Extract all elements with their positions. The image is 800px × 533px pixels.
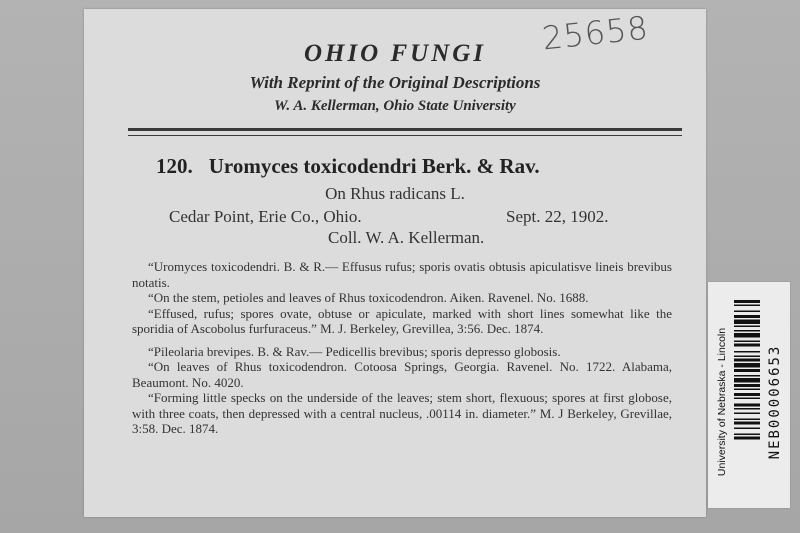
barcode-bar bbox=[734, 315, 760, 318]
barcode-bar bbox=[734, 434, 760, 436]
description-paragraph: “Pileolaria brevipes. B. & Rav.— Pedicellis brevibus; sporis depresso globosis. bbox=[148, 343, 561, 359]
barcode-bar bbox=[734, 384, 760, 387]
barcode-bar bbox=[734, 437, 760, 440]
specimen-number: 120. bbox=[156, 154, 193, 178]
collector: Coll. W. A. Kellerman. bbox=[328, 228, 485, 247]
barcode-bar bbox=[734, 393, 760, 396]
barcode-bar bbox=[734, 363, 760, 368]
barcode-bar bbox=[734, 398, 760, 400]
description-paragraph: “Forming little specks on the underside of the leaves; stem short, flexuous; spores at first globose, with three coats, then depressed with a central nucleus, .00114 in. diameter.” M. J Berkeley, Grevillae, 3:58. Dec. 1874. bbox=[132, 390, 672, 436]
barcode-bar bbox=[734, 320, 760, 325]
description-paragraph: “On leaves of Rhus toxicodendron. Cotoosa Springs, Georgia. Ravenel. No. 1722. Alabama, Beaumont. No. 4020. bbox=[132, 359, 672, 390]
description-paragraph: “Effused, rufus; spores ovate, obtuse or apiculate, marked with short lines somewhat like the sporidia of Ascobolus furfuraceus.” M. J. Berkeley, Grevillea, 3:56. Dec. 1874. bbox=[132, 305, 672, 336]
barcode-bar bbox=[734, 375, 760, 377]
barcode-bar bbox=[734, 378, 760, 383]
barcode-bar bbox=[734, 351, 760, 353]
species-name: Uromyces toxicodendri Berk. & Rav. bbox=[208, 154, 540, 178]
divider-thick bbox=[128, 128, 682, 131]
barcode-bar bbox=[734, 326, 760, 328]
description-paragraph: “Uromyces toxicodendri. B. & R.— Effusus rufus; sporis ovatis obtusis apiculatisve lineis brevibus notatis. bbox=[132, 259, 672, 290]
barcode-number: NEB00006653 bbox=[767, 344, 783, 460]
barcode-bar bbox=[734, 341, 760, 343]
species-heading bbox=[156, 154, 540, 179]
barcode-bar bbox=[734, 359, 760, 362]
label-subtitle: With Reprint of the Original Descriptions bbox=[249, 73, 541, 92]
barcode-bar bbox=[734, 419, 760, 421]
barcode-bar bbox=[734, 413, 760, 415]
barcode-bar bbox=[734, 311, 760, 313]
original-descriptions bbox=[132, 259, 672, 437]
barcode-bar bbox=[734, 333, 760, 338]
specimen-label bbox=[84, 9, 706, 517]
barcode-number-label bbox=[762, 322, 788, 482]
barcode-bar bbox=[734, 422, 760, 425]
barcode-bar bbox=[734, 408, 760, 410]
description-paragraph: “On the stem, petioles and leaves of Rhus toxicodendron. Aiken. Ravenel. No. 1688. bbox=[148, 290, 589, 305]
collection-locality: Cedar Point, Erie Co., Ohio. bbox=[169, 207, 362, 226]
barcode-bar bbox=[734, 389, 760, 391]
institution-label bbox=[712, 322, 732, 482]
barcode-graphic bbox=[734, 300, 760, 486]
barcode-bar bbox=[734, 344, 760, 347]
barcode-bar bbox=[734, 404, 760, 407]
collection-date: Sept. 22, 1902. bbox=[506, 207, 609, 226]
barcode-bar bbox=[734, 369, 760, 372]
barcode-bar bbox=[734, 305, 760, 307]
divider-thin bbox=[128, 135, 682, 136]
barcode-bar bbox=[734, 300, 760, 303]
label-title: OHIO FUNGI bbox=[303, 40, 487, 67]
host-plant: On Rhus radicans L. bbox=[325, 184, 465, 203]
barcode-bar bbox=[734, 356, 760, 358]
institution-name: University of Nebraska - Lincoln bbox=[716, 327, 728, 477]
barcode-bar bbox=[734, 330, 760, 332]
label-author: W. A. Kellerman, Ohio State University bbox=[274, 98, 516, 114]
accession-number: 25658 bbox=[540, 8, 651, 58]
barcode-bar bbox=[734, 428, 760, 430]
